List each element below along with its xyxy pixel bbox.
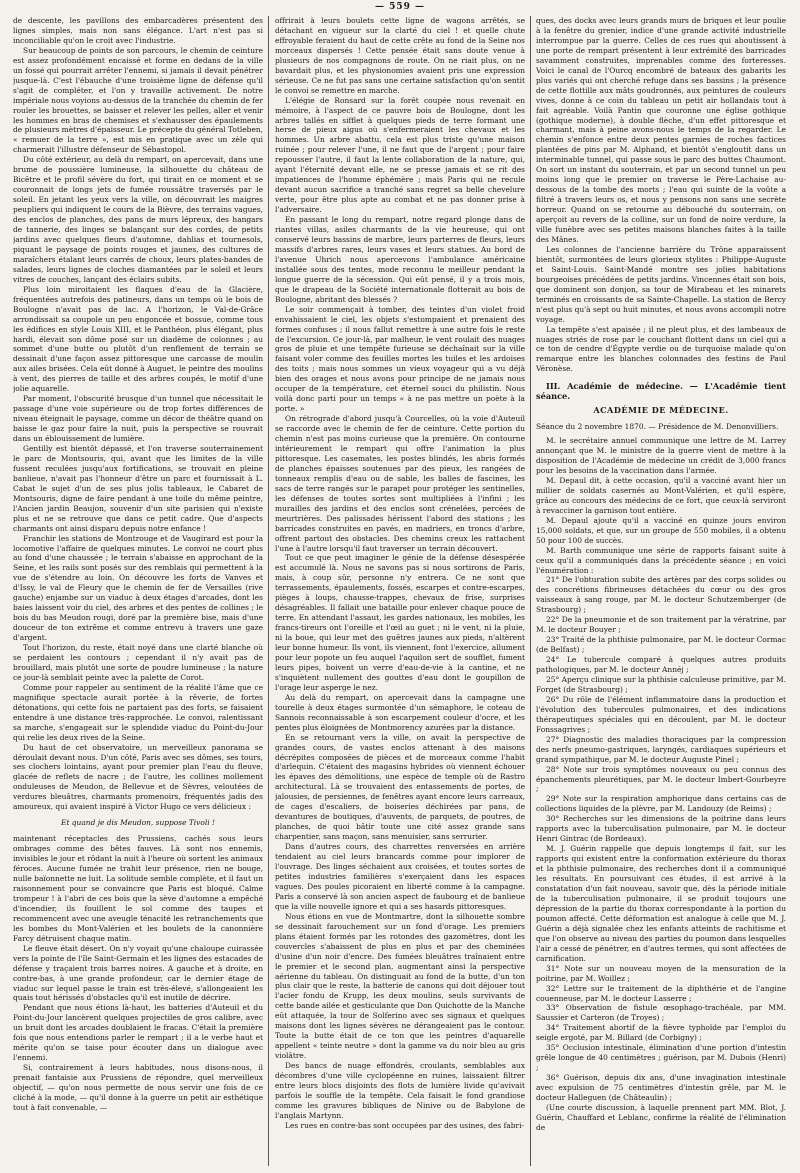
list-item: (Une courte discussion, à laquelle prennent part MM. Blot, J. Guérin, Chauffard et Leblanc, confirme la réalité de l'élimination de [536,1102,786,1132]
paragraph: Du côté extérieur, au delà du rempart, on apercevait, dans une brume de poussière lumineuse, la silhouette du château de Bicêtre et le profil sévère du fort, qui tirait en ce moment et se couronnait de longs jets de fumée roussâtre traversés par le soleil. En jetant les yeux vers la ville, on découvrait les maigres peupliers qui indiquent le cours de la Bièvre, des terrains vagues, des enclos de planches, des pans de murs lépreux, des hangars de tannerie, des linges se balançant sur des cordes, de petits jardins avec quelques fleurs d'automne, dahlias et tournesols, piquant le paysage de points rouges et jaunes, des cultures de maraîchers étalant leurs carrés de choux, leurs plates-bandes de salades, leurs lignes de cloches diamantées par le soleil et leurs vitres de couches, lançant des éclairs subits. [13,155,263,284]
list-item: 30° Recherches sur les dimensions de la poitrine dans leurs rapports avec la tuberculisation pulmonaire, par M. le docteur Henri Gintrac (de Bordeaux). [536,814,786,844]
paragraph: Gentilly est bientôt dépassé, et l'on traverse souterrainement le parc de Montsouris, qui, avant que les limites de la ville fussent reculées jusqu'aux fortifications, se trouvait en pleine banlieue, n'avait pas l'honneur d'être un parc et fournissait à L. Cabat le sujet d'un de ses plus jolis tableaux, le Cabaret de Montsouris, digne de faire pendant à une toile du même peintre, l'Ancien jardin Beaujon, souvenir d'un site parisien qui n'existe plus et ne se retrouve que dans ce petit cadre. Que d'aspects charmants ont ainsi disparu depuis notre enfance ! [13,443,263,533]
list-item: 25° Aperçu clinique sur la phthisie calculeuse primitive, par M. Forget (de Strasbourg) ; [536,675,786,694]
paragraph: Comme pour rappeler au sentiment de la réalité l'âme que ce magnifique spectacle aurait portée à la rêverie, de fortes détonations, qui cette fois ne partaient pas des forts, se faisaient entendre à une distance très-rapprochée. Le convoi, ralentissant sa marche, s'engageait sur le splendide viaduc du Point-du-Jour qui relie les deux rives de la Seine. [13,682,263,742]
paragraph: Plus loin miroitaient les flaques d'eau de la Glacière, fréquentées autrefois des patineurs, dans un temps où le bois de Boulogne n'avait pas de lac. A l'horizon, le Val-de-Grâce arrondissait sa coupole un peu engoncée et bossue, comme tous les édifices en style Louis XIII, et le Panthéon, plus élégant, plus hardi, élevait son dôme posé sur un diadème de colonnes ; au sommet d'une butte ou plutôt d'un renflement de terrain se dessinait d'une façon assez pittoresque une carcasse de moulin aux ailes brisées. Cela eût donné à Auguet, le peintre des moulins à vent, des pierres de taille et des arbres coupés, le motif d'une jolie aquarelle. [13,284,263,394]
paragraph: Nous étions en vue de Montmartre, dont la silhouette sombre se dessinait farouchement sur un fond d'orage. Les premiers plans étaient formés par les rotondes des gazomètres, dont les couvercles s'abaissent de plus en plus et par des cheminées d'usine d'un noir d'encre. Des fumées bleuâtres traînaient entre le premier et le second plan, augmentant ainsi la perspective aérienne du tableau. On distinguait au fond de la butte, d'un ton plus clair que le reste, la batterie de canons qui doit déjouer tout l'acier fondu de Krupp, les deux moulins, seuls survivants de cette bande ailée et gesticulante que Don Quichotte de la Manche eût attaquée, la tour de Solferino avec ses signaux et quelques maisons dont les lignes sévères ne dérangeaient pas le contour. Toute la butte était de ce ton que les peintres d'aquarelle appellent « teinte neutre » dont la gamme va du noir bleu au gris violâtre. [275,911,525,1061]
paragraph: Le fleuve était désert. On n'y voyait qu'une chaloupe cuirassée vers la pointe de l'île Saint-Germain et les lignes des estacades de défense y traçaient trois barres noires. A gauche et à droite, en contre-bas, à une grande profondeur, car le dernier étage de viaduc sur lequel passe le train est très-élevé, s'allongeaient les quais tout hérissés d'obstacles qu'il est inutile de décrire. [13,943,263,1003]
list-item: 22° De la pneumonie et de son traitement par la vératrine, par M. le docteur Bouyer ; [536,615,786,635]
list-item: M. J. Guérin rappelle que depuis longtemps il fait, sur les rapports qui existent entre la conformation extérieure du thorax et la phthisie pulmonaire, des recherches dont il a communiqué les résultats. En poursuivant ces études, il est arrivé à la constatation d'un fait nouveau, savoir que, dès la période initiale de la tuberculisation pulmonaire, il se produit toujours une dépression de la partie du thorax correspondante à la portion du poumon affecté. Cette déformation est analogue à celle que M. J. Guérin a déjà signalée chez les enfants atteints de rachitisme et que l'on observe au niveau des parties du poumon dans lesquelles l'air a cessé de pénétrer, en d'autres termes, qui sont affectées de carnification. [536,844,786,963]
paragraph: Du haut de cet observatoire, un merveilleux panorama se déroulait devant nous. D'un côté, Paris avec ses dômes, ses tours, ses clochers lointains, ayant pour premier plan l'eau du fleuve, glacée de reflets de nacre ; de l'autre, les collines mollement onduleuses de Meudon, de Bellevue et de Sèvres, veloutées de verdures bleuâtres, charmants promenoirs, fréquentés jadis des amoureux, qui avaient inspiré à Victor Hugo ce vers délicieux : [13,742,263,812]
column-middle [275,16,525,1167]
list-item: 23° Traité de la phthisie pulmonaire, par M. le docteur Cormac (de Belfast) ; [536,635,786,655]
paragraph: Au delà du rempart, on apercevait dans la campagne une tourelle à deux étages surmontée d'un sémaphore, le coteau de Sannois reconnaissable à son escarpement couleur d'ocre, et les pentes plus éloignées de Montmorency azurées par la distance. [275,692,525,732]
paragraph: maintenant réceptacles des Prussiens, cachés sous leurs ombrages comme des bêtes fauves. Là sont nos ennemis, invisibles le jour et rôdant la nuit à l'heure où sortent les animaux féroces. Aucune fumée ne trahit leur présence, rien ne bouge, nulle baïonnette ne luit. La solitude semble complète, et il faut un raisonnement pour se convaincre que Paris est bloqué. Calme trompeur ! à l'abri de ces bois que la sève d'automne a empêché d'incendier, ils fouillent le sol comme des taupes et recommencent avec une aveugle ténacité les retranchements que les bombes du Mont-Valérien et les boulets de la canonnière Farcy détruisent chaque matin. [13,834,263,943]
list-item: 36° Guérison, depuis dix ans, d'une invagination intestinale avec expulsion de 75 centimètres d'intestin grêle, par M. le docteur Halleguen (de Châteaulin) ; [536,1073,786,1103]
list-item: 29° Note sur la respiration amphorique dans certains cas de collections liquides de la plèvre, par M. Landouzy (de Reims) ; [536,794,786,814]
academy-heading: ACADÉMIE DE MÉDECINE. [593,405,729,416]
paragraph: ques, des docks avec leurs grands murs de briques et leur poulie à la fenêtre du grenier, indice d'une grande activité industrielle interrompue par la guerre. Celles de ces rues qui aboutissent à une porte de rempart présentent à leur extrémité des barricades savamment construites, imprenables comme des forteresses. Voici le canal de l'Ourcq encombré de bateaux des gabarits les plus variés qui ont cherché refuge dans ses bassins ; la présence de cette flottille aux mâts goudronnés, aux peintures de couleurs vives, donne à ce coin du tableau un petit air hollandais tout à fait agréable. Voilà Pantin que couronne une église gothique (gothique moderne), à double flèche, d'un effet pittoresque et charmant, mais à peine avons-nous le temps de la regarder. Le chemin s'enfonce entre deux pentes garnies de roches factices plantées de pins par M. Alphand, et bientôt s'engloutit dans un interminable tunnel, qui passe sous le parc des buttes Chaumont. On sort un instant du souterrain, et par un second tunnel un peu moins long que le premier on traverse le Père-Lachaise au-dessous de la tombe des morts ; l'eau qui suinte de la voûte a filtré à travers leurs os, et nous y pensons non sans une secrète horreur. Quand on se retourne au débouché du souterrain, on aperçoit au revers de la colline, sur un fond de noire verdure, la ville funèbre avec ses petites maisons blanches faites à la taille des Mânes. [536,16,786,244]
column-divider [268,16,269,1166]
list-item: 21° De l'obturation subite des artères par des corps solides ou des concrétions fibrineuses détachées du cœur ou des gros vaisseaux à sang rouge, par M. le docteur Schutzemberger (de Strasbourg) ; [536,575,786,615]
page-number: — 559 — [374,2,426,12]
list-item: 26° Du rôle de l'élément inflammatoire dans la production et l'évolution des tubercules pulmonaires, et des indications thérapeutiques spéciales qui en découlent, par M. le docteur Fonssagrives ; [536,694,786,734]
session-line: Séance du 2 novembre 1870. — Présidence de M. Denonvilliers. [536,422,779,432]
paragraph: offrirait à leurs boulets cette ligne de wagons arrêtés, se détachant en vigueur sur la clarté du ciel ! et quelle chute effroyable feraient du haut de cette crête au fond de la Seine nos morceaux dispersés ! Cette pensée était sans doute venue à plusieurs de nos compagnons de route. On ne riait plus, on ne bavardait plus, et les physionomies avaient pris une expression sérieuse. Ce ne fut pas sans une certaine satisfaction qu'on sentit le convoi se remettre en marche. [275,16,525,95]
verse-quote: Et quand je dis Meudon, suppose Tivoli ! [61,818,215,828]
paragraph: Le soir commençait à tomber, des teintes d'un violet froid envahissaient le ciel, les objets s'estompaient et prenaient des formes confuses ; il nous fallut remettre à une autre fois le reste de l'excursion. Ce jour-là, par malheur, le vent roulait des nuages gros de pluie et une tempête furieuse se déchaînait sur la ville faisant voler comme des feuilles mortes les tuiles et les ardoises des toits ; mais nous sommes un vieux voyageur qui a vu déjà bien des orages et nous avons pour principe de ne jamais nous occuper de la température, cet éternel souci du philistin. Nous voilà donc parti pour un temps « à ne pas mettre un poète à la porte. » [275,304,525,414]
paragraph: Franchir les stations de Montrouge et de Vaugirard est pour la locomotive l'affaire de quelques minutes. Le convoi ne court plus au fond d'une chaussée ; le terrain s'abaisse en approchant de la Seine, et les rails sont posés sur des remblais qui permettent à la vue de s'étendre au loin. On découvre les forts de Vanves et d'Issy, le val de Fleury que le chemin de fer de Versailles (rive gauche) enjambe sur un viaduc à deux étages d'arcades, dont les baies laissent voir du ciel, des arbres et des pentes de collines ; le bois du bas Meudon rougi, doré par la première bise, mais d'une douceur de ton extrême et comme entrevu à travers une gaze d'argent. [13,533,263,643]
paragraph: Sur beaucoup de points de son parcours, le chemin de ceinture est assez profondément encaissé et forme en dedans de la ville un fossé qui pourrait arrêter l'ennemi, si jamais il devait pénétrer jusque-là. C'est l'ébauche d'une troisième ligne de défense qu'il s'agit de compléter, et l'on y travaille activement. De notre impériale nous voyions au-dessus de la tranchée du chemin de fer rouler les brouettes, se baisser et relever les pelles, aller et venir les hommes en bras de chemises et s'exhausser des épaulements de plusieurs mètres d'épaisseur. Le précepte du général Totleben, « remuer de la terre », est mis en pratique avec un zèle qui charmerait l'illustre défenseur de Sébastopol. [13,45,263,155]
column-right [536,16,786,1167]
paragraph: Pendant que nous étions là-haut, les batteries d'Auteuil et du Point-du-Jour lancèrent quelques projectiles de gros calibre, avec un bruit dont les arcades doublaient le fracas. C'était la première fois que nous entendions parler le rempart ; il a le verbe haut et mérite qu'on se taise pour écouter dans un dialogue avec l'ennemi. [13,1003,263,1063]
list-item: 33° Observation de fistule œsophago-trachéale, par MM. Saussier et Carteron (de Troyes) ; [536,1003,786,1023]
paragraph: Les colonnes de l'ancienne barrière du Trône apparaissent bientôt, surmontées de leurs glorieux stylites : Philippe-Auguste et Saint-Louis. Saint-Mandé montre ses jolies habitations bourgeoises précédées de petits jardins. Vincennes était son bois, que dominent son donjon, sa tour de Mirabeau et les minarets terminés en croissants de sa Sainte-Chapelle. La station de Bercy n'est plus qu'à sept ou huit minutes, et nous avons accompli notre voyage. [536,244,786,324]
column-left [13,16,263,1167]
paragraph: Tout ce que peut imaginer le génie de la défense désespérée est accumulé là. Nous ne savons pas si nous sortirons de Paris, mais, à coup sûr, personne n'y entrera. Ce ne sont que terrassements, épaulements, fossés, escarpes et contre-escarpes, pièges à loups, chausse-trappes, chevaux de frise, surprises désagréables. Il fallait une bataille pour enlever chaque pouce de terre. En attendant l'assaut, les gardes nationaux, les mobiles, les francs-tireurs ont l'oreille et l'œil au guet ; ni le vent, ni la pluie, ni la boue, qui leur met des guêtres jaunes aux pieds, n'altèrent leur bonne humeur. Ils vont, ils viennent, font l'exercice, allument pour leur popote un feu auquel l'aquilon sert de soufflet, fument leurs pipes, boivent un verre d'eau-de-vie à la cantine, et ne s'inquiètent nullement des gouttes d'eau dont le goupillon de l'orage leur asperge le nez. [275,553,525,692]
paragraph: Si, contrairement à leurs habitudes, nous disons-nous, il prenait fantaisie aux Prussiens de répondre, quel merveilleux objectif, — qu'on nous permette de nous servir une fois de ce cliché à la mode, — qu'il donne à la guerre un petit air esthétique tout à fait convenable, — [13,1063,263,1112]
report-paragraph: M. Depaul ajoute qu'il a vacciné en quinze jours environ 15,000 soldats, et que, sur un groupe de 550 mobiles, il a obtenu 50 pour 100 de succès. [536,515,786,545]
paragraph: Par moment, l'obscurité brusque d'un tunnel que nécessitait le passage d'une voie supérieure ou de trop fortes différences de niveau éteignait le paysage, comme un décor de théâtre quand on baisse le gaz pour faire la nuit, puis la perspective se rouvrait dans un éblouissement de lumière. [13,394,263,444]
paragraph: En se retournant vers la ville, on avait la perspective de grandes cours, de vastes enclos attenant à des maisons décrépites composées de pièces et de morceaux comme l'habit d'arlequin. C'étaient des magasins hybrides où viennent échouer les épaves des démolitions, une espèce de temple où de Rastro architectural. Là se trouvaient des entassements de portes, de jalousies, de persiennes, de fenêtres ayant encore leurs carreaux, de cages d'escaliers, de boiseries déchirées par pans, de devantures de boutiques, d'auvents, de parquets, de poutres, de planches, de quoi bâtir toute une cité assez grande sans charpentier, sans maçon, sans menuisier, sans serrurier. [275,732,525,842]
report-paragraph: M. le secrétaire annuel communique une lettre de M. Larrey annonçant que M. le ministre de la guerre vient de mettre à la disposition de l'Académie de médecine un crédit de 3,000 francs pour les besoins de la vaccination dans l'armée. [536,436,786,475]
paragraph: Des bancs de nuage effondrés, croulants, semblables aux décombres d'une ville cyclopéenne en ruines, laissaient filtrer entre leurs blocs disjoints des flots de lumière livide qu'avivait parfois le souffle de la tempête. Cela faisait le fond grandiose comme les gravures bibliques de Ninive ou de Babylone de l'anglais Martynn. [275,1061,525,1120]
list-item: 35° Occlusion intestinale, élimination d'une portion d'intestin grêle longue de 40 centimètres ; guérison, par M. Dubois (Henri) ; [536,1043,786,1073]
column-divider [530,16,531,1166]
list-item: 24° Le tubercule comparé à quelques autres produits pathologiques, par M. le docteur Annéj ; [536,655,786,675]
list-item: 31° Note sur un nouveau moyen de la mensuration de la poitrine, par M. Woillez ; [536,963,786,983]
paragraph: Les rues en contre-bas sont occupées par des usines, des fabri- [285,1120,524,1130]
paragraph: Dans d'autres cours, des charrettes renversées en arrière tendaient au ciel leurs brancards comme pour implorer de l'ouvrage. Des linges séchaient aux croisées, et toutes sortes de petites industries familières s'exerçaient dans les espaces vagues. Des poules picoraient en liberté comme à la campagne. Paris a conservé là son ancien aspect de faubourg et de banlieue que la ville nouvelle ignore et qui a ses hasards pittoresques. [275,842,525,911]
paragraph: En passant le long du rempart, notre regard plonge dans de riantes villas, asiles charmants de la vie heureuse, qui ont conservé leurs bassins de marbre, leurs parterres de fleurs, leurs massifs d'arbres rares, leurs vases et leurs statues. Au bord de l'avenue Uhrich nous apercevons l'ambulance américaine installée sous des tentes, mode reconnu le meilleur pendant la longue guerre de la sécession. Qui eût pensé, il y a trois mois, que le drapeau de la Société internationale flotterait au bois de Boulogne, abritant des blessés ? [275,215,525,304]
paragraph: de descente, les pavillons des embarcadères présentent des lignes simples, mais non sans élégance. L'art n'est pas si inconciliable qu'on le croit avec l'industrie. [13,16,263,45]
list-item: 34° Traitement abortif de la fièvre typhoïde par l'emploi du seigle ergoté, par M. Billard (de Corbigny) ; [536,1023,786,1043]
list-item: 28° Note sur trois symptômes nouveaux ou peu connus des épanchements pleurétiques, par M. le docteur Imbert-Gourbeyre ; [536,764,786,794]
report-paragraph: M. Depaul dit, à cette occasion, qu'il a vacciné avant hier un millier de soldats casernés au Mont-Valérien, et qu'il espère, grâce au concours des médecins de ce fort, que ceux-là serviront à revacciner la garnison tout entière. [536,475,786,515]
section-heading: III. Académie de médecine. — L'Académie tient séance. [536,381,786,402]
list-item: 27° Diagnostic des maladies thoraciques par la compression des nerfs pneumo-gastriques, laryngés, cardiaques supérieurs et grand sympathique, par M. le docteur Auguste Pinel ; [536,734,786,764]
paragraph: Tout l'horizon, du reste, était noyé dans une clarté blanche où se perdaient les contours ; cependant il n'y avait pas de brouillard, mais plutôt une sorte de poudre lumineuse ; la nature ce jour-là semblait peinte avec la palette de Corot. [13,643,263,682]
report-paragraph: M. Barth communique une série de rapports faisant suite à ceux qu'il a communiqués dans la précédente séance ; en voici l'énumération : [536,545,786,575]
paragraph: On rétrograde d'abord jusqu'à Courcelles, où la voie d'Auteuil se raccorde avec le chemin de fer de ceinture. Cette portion du chemin n'est pas moins curieuse que la première. On contourne intérieurement le rempart qui offre l'animation la plus pittoresque. Les casemates, les postes blindés, les abris formés de planches épaisses soutenues par des pieux, les rangées de tonneaux remplis d'eau ou de sable, les balles de fascines, les sacs de terre rangés sur le parapet pour protéger les sentinelles, les défenses de toutes sortes sont multipliées à l'infini ; les murailles des jardins et des enclos sont crénelées, percées de meurtrières. Des palissades hérissent l'abord des stations ; les barricades construites en pavés, en madriers, en troncs d'arbre, offrent partout des obstacles. Des chemins creux les rattachent l'une à l'autre lorsqu'il faut traverser un terrain découvert. [275,414,525,553]
paragraph: L'élégie de Ronsard sur la forêt coupée nous revenait en mémoire, à l'aspect de ce pauvre bois de Boulogne, dont les arbres tallés en sifflet à quelques pieds de terre formant une herse de pieux aigus où s'enfermeraient les chevaux et les hommes. Un arbre abattu, cela est plus triste qu'une maison ruinée ; pour relever l'une, il ne faut que de l'argent ; pour faire repousser l'autre, il faut la lente collaboration de la nature, qui, ayant l'éternité devant elle, ne se presse jamais et se rit des impatiences de l'homme éphémère ; mais Paris qui ne recule devant aucun sacrifice a tranché sans regret sa belle chevelure verte, pour être plus apte au combat et ne pas donner prise à l'adversaire. [275,95,525,215]
paragraph: La tempête s'est apaisée ; il ne pleut plus, et des lambeaux de nuages striés de rose par le couchant flottent dans un ciel qui a ce ton de cendre d'Égypte verdie ou de turquoise malade qu'on remarque entre les blanches colonnades des festins de Paul Véronèse. [536,324,786,374]
list-item: 32° Lettre sur le traitement de la diphthérie et de l'angine couenneuse, par M. le docteur Lasserre ; [536,983,786,1003]
